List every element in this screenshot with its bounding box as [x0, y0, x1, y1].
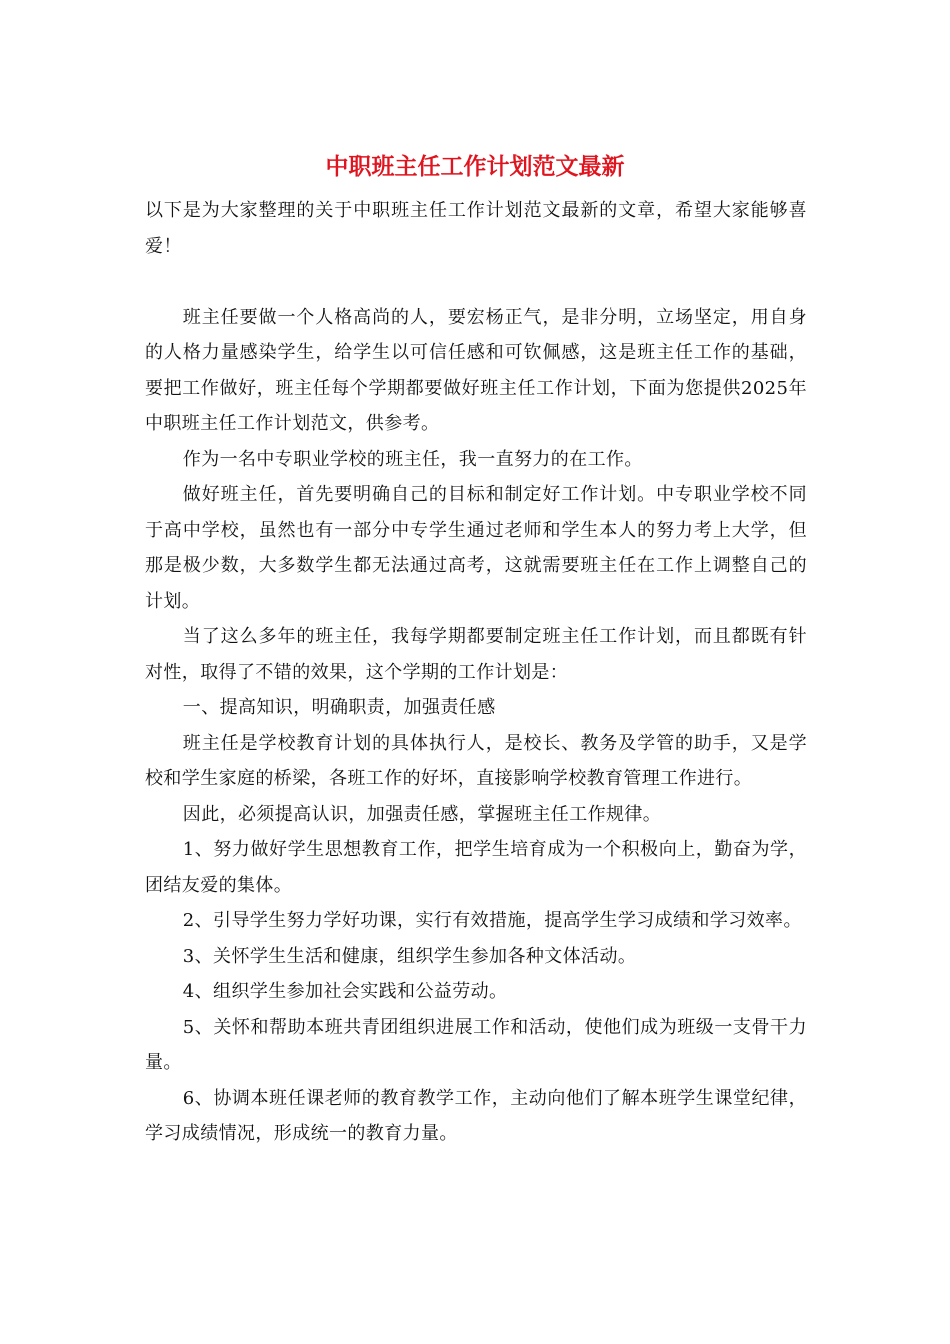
blank-line	[145, 264, 807, 300]
body-paragraph: 作为一名中专职业学校的班主任，我一直努力的在工作。	[182, 448, 643, 470]
body-paragraph: 因此，必须提高认识，加强责任感，掌握班主任工作规律。	[182, 803, 662, 825]
body-paragraph: 做好班主任，首先要明确自己的目标和制定好工作计划。中专职业学校不同于高中学校，虽然也有一部分中专学生通过老师和学生本人的努力考上大学，但那是极少数，大多数学生都无法通过高考，这就需要班主任在工作上调整自己的计划。	[145, 484, 807, 612]
list-item: 3、关怀学生生活和健康，组织学生参加各种文体活动。	[182, 945, 637, 967]
list-item: 2、引导学生努力学好功课，实行有效措施，提高学生学习成绩和学习效率。	[182, 910, 802, 931]
section-heading: 一、提高知识，明确职责，加强责任感	[182, 697, 496, 718]
document-title: 中职班主任工作计划范文最新	[325, 153, 625, 180]
list-item: 6、协调本班任课老师的教育教学工作，主动向他们了解本班学生课堂纪律，学习成绩情况，形成统一的教育力量。	[145, 1087, 807, 1144]
list-item: 1、努力做好学生思想教育工作，把学生培育成为一个积极向上，勤奋为学，团结友爱的集体。	[145, 839, 807, 896]
body-paragraph: 当了这么多年的班主任，我每学期都要制定班主任工作计划，而且都既有针对性，取得了不错的效果，这个学期的工作计划是：	[145, 626, 807, 683]
list-item: 5、关怀和帮助本班共青团组织进展工作和活动，使他们成为班级一支骨干力量。	[145, 1016, 807, 1073]
document-body	[145, 193, 807, 1152]
body-paragraph: 班主任是学校教育计划的具体执行人，是校长、教务及学管的助手，又是学校和学生家庭的桥梁，各班工作的好坏，直接影响学校教育管理工作进行。	[145, 732, 807, 789]
list-item: 4、组织学生参加社会实践和公益劳动。	[182, 981, 508, 1002]
intro-paragraph: 以下是为大家整理的关于中职班主任工作计划范文最新的文章，希望大家能够喜爱！	[145, 200, 807, 257]
body-paragraph: 班主任要做一个人格高尚的人，要宏杨正气，是非分明，立场坚定，用自身的人格力量感染学生，给学生以可信任感和可钦佩感，这是班主任工作的基础，要把工作做好，班主任每个学期都要做好班主任工作计划，下面为您提供2025年中职班主任工作计划范文，供参考。	[145, 306, 807, 434]
